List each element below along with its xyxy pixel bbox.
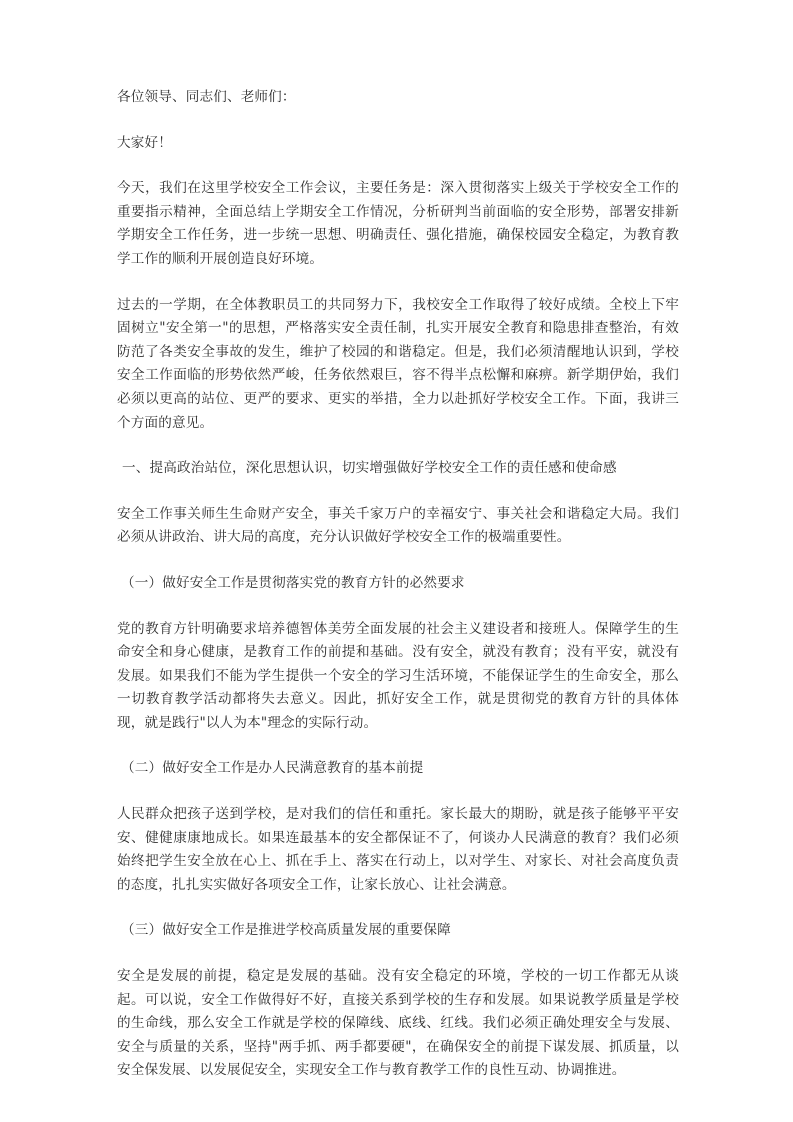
subsection-two-body: 人民群众把孩子送到学校，是对我们的信任和重托。家长最大的期盼，就是孩子能够平平安安、健健康康地成长。如果连最基本的安全都保证不了，何谈办人民满意的教育？我们必须始终把学生安全放在心上、抓在手上、落实在行动上，以对学生、对家长、对社会高度负责的态度，扎扎实实做好各项安全工作，让家长放心、让社会满意。	[117, 806, 679, 893]
subsection-one-body: 党的教育方针明确要求培养德智体美劳全面发展的社会主义建设者和接班人。保障学生的生命安全和身心健康，是教育工作的前提和基础。没有安全，就没有教育；没有平安，就没有发展。如果我们不能为学生提供一个安全的学习生活环境，不能保证学生的生命安全，那么一切教育教学活动都将失去意义。因此，抓好安全工作，就是贯彻党的教育方针的具体体现，就是践行"以人为本"理念的实际行动。	[117, 620, 679, 731]
subsection-heading-two: （二）做好安全工作是办人民满意教育的基本前提	[121, 760, 424, 777]
intro-paragraph: 今天，我们在这里学校安全工作会议，主要任务是：深入贯彻落实上级关于学校安全工作的重要指示精神，全面总结上学期安全工作情况，分析研判当前面临的安全形势，部署安排新学期安全工作任务，进一步统一思想、明确责任、强化措施，确保校园安全稳定，为教育教学工作的顺利开展创造良好环境。	[117, 180, 679, 267]
document-body	[117, 86, 679, 1083]
review-paragraph: 过去的一学期，在全体教职员工的共同努力下，我校安全工作取得了较好成绩。全校上下牢固树立"安全第一"的思想，严格落实安全责任制，扎实开展安全教育和隐患排查整治，有效防范了各类安全事故的发生，维护了校园的和谐稳定。但是，我们必须清醒地认识到，学校安全工作面临的形势依然严峻，任务依然艰巨，容不得半点松懈和麻痹。新学期伊始，我们必须以更高的站位、更严的要求、更实的举措，全力以赴抓好学校安全工作。下面，我讲三个方面的意见。	[117, 296, 679, 431]
subsection-three-body: 安全是发展的前提，稳定是发展的基础。没有安全稳定的环境，学校的一切工作都无从谈起。可以说，安全工作做得好不好，直接关系到学校的生存和发展。如果说教学质量是学校的生命线，那么安全工作就是学校的保障线、底线、红线。我们必须正确处理安全与发展、安全与质量的关系，坚持"两手抓、两手都要硬"，在确保安全的前提下谋发展、抓质量，以安全保发展、以发展促安全，实现安全工作与教育教学工作的良性互动、协调推进。	[117, 968, 679, 1079]
salutation-line: 各位领导、同志们、老师们：	[117, 89, 296, 105]
subsection-heading-three: （三）做好安全工作是推进学校高质量发展的重要保障	[121, 922, 451, 939]
section-heading-one: 一、提高政治站位，深化思想认识，切实增强做好学校安全工作的责任感和使命感	[122, 460, 617, 477]
subsection-heading-one: （一）做好安全工作是贯彻落实党的教育方针的必然要求	[121, 574, 465, 591]
section-one-lead-paragraph: 安全工作事关师生生命财产安全，事关千家万户的幸福安宁、事关社会和谐稳定大局。我们必须从讲政治、讲大局的高度，充分认识做好学校安全工作的极端重要性。	[117, 505, 679, 546]
greeting-line: 大家好！	[117, 134, 172, 151]
